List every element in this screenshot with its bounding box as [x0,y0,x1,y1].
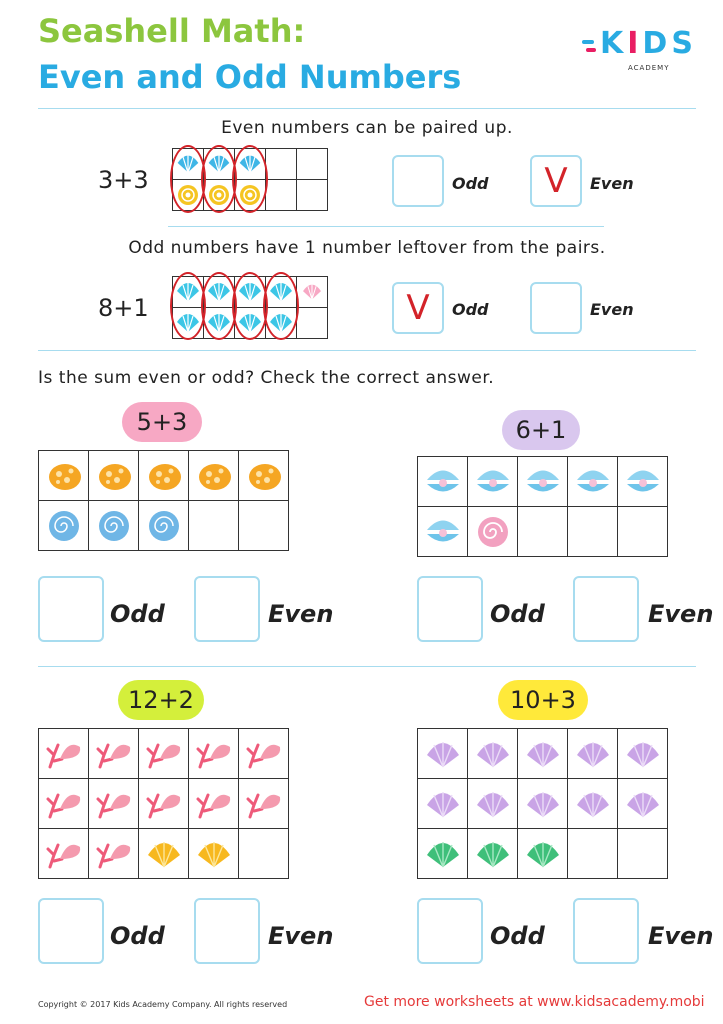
problem-1-equation: 5+3 [122,402,202,442]
orange-snail-icon [245,460,283,492]
purple-scallop-icon [474,739,512,769]
example-even-odd-checkbox[interactable] [392,155,444,207]
even-statement: Even numbers can be paired up. [221,118,513,138]
problem-3-even-checkbox[interactable] [194,898,260,964]
coral-shell-icon [94,737,134,771]
orange-snail-icon [95,460,133,492]
example-even-equation: 3+3 [98,166,149,194]
oyster-pearl-icon [574,465,612,499]
pink-scallop-icon [301,283,323,301]
coral-shell-icon [144,787,184,821]
example-even-even-checkbox[interactable]: V [530,155,582,207]
problem-2-equation: 6+1 [502,410,580,450]
even-label: Even [268,600,334,628]
pair-circle [232,145,268,213]
orange-snail-icon [195,460,233,492]
instruction: Is the sum even or odd? Check the correct answer. [38,368,495,388]
yellow-scallop-icon [145,839,183,869]
purple-scallop-icon [424,739,462,769]
header-divider [38,108,696,109]
purple-scallop-icon [424,789,462,819]
oyster-pearl-icon [424,515,462,549]
even-label: Even [648,922,714,950]
odd-label: Odd [490,600,545,628]
even-label: Even [648,600,714,628]
problem-2-even-checkbox[interactable] [573,576,639,642]
coral-shell-icon [94,787,134,821]
logo-word: KIDS [600,26,697,61]
even-label: Even [268,922,334,950]
problem-4-grid [417,728,668,879]
worksheets-link[interactable]: Get more worksheets at www.kidsacademy.mobi [364,994,705,1010]
problem-2-grid [417,456,668,557]
problem-3-odd-checkbox[interactable] [38,898,104,964]
title-line-1: Seashell Math: [38,12,306,50]
oyster-pearl-icon [524,465,562,499]
coral-shell-icon [194,787,234,821]
problem-2-odd-checkbox[interactable] [417,576,483,642]
coral-shell-icon [94,837,134,871]
even-label: Even [590,174,634,193]
green-scallop-icon [474,839,512,869]
odd-label: Odd [110,600,165,628]
problem-4-even-checkbox[interactable] [573,898,639,964]
coral-shell-icon [244,787,284,821]
even-label: Even [590,300,634,319]
odd-label: Odd [452,300,489,319]
problem-1-grid [38,450,289,551]
purple-scallop-icon [624,739,662,769]
section-divider [38,350,696,351]
purple-scallop-icon [574,789,612,819]
orange-snail-icon [45,460,83,492]
example-odd-even-checkbox[interactable] [530,282,582,334]
odd-label: Odd [452,174,489,193]
example-odd-odd-checkbox[interactable]: V [392,282,444,334]
example-divider [168,226,604,227]
purple-scallop-icon [474,789,512,819]
purple-scallop-icon [524,739,562,769]
oyster-pearl-icon [624,465,662,499]
yellow-scallop-icon [195,839,233,869]
oyster-pearl-icon [474,465,512,499]
problem-4-odd-checkbox[interactable] [417,898,483,964]
green-scallop-icon [524,839,562,869]
coral-shell-icon [44,737,84,771]
coral-shell-icon [44,787,84,821]
odd-statement: Odd numbers have 1 number leftover from the pairs. [128,238,606,258]
coral-shell-icon [144,737,184,771]
coral-shell-icon [44,837,84,871]
purple-scallop-icon [524,789,562,819]
problem-1-odd-checkbox[interactable] [38,576,104,642]
logo-subtext: ACADEMY [628,64,670,72]
blue-spiral-icon [96,508,132,544]
coral-shell-icon [194,737,234,771]
pair-circle [263,272,299,340]
purple-scallop-icon [574,739,612,769]
kids-academy-logo [582,26,697,82]
odd-label: Odd [490,922,545,950]
blue-spiral-icon [146,508,182,544]
copyright-text: Copyright © 2017 Kids Academy Company. All rights reserved [38,1000,288,1009]
problem-3-equation: 12+2 [118,680,204,720]
example-odd-equation: 8+1 [98,294,149,322]
oyster-pearl-icon [424,465,462,499]
problem-4-equation: 10+3 [498,680,588,720]
coral-shell-icon [244,737,284,771]
orange-snail-icon [145,460,183,492]
odd-label: Odd [110,922,165,950]
problem-1-even-checkbox[interactable] [194,576,260,642]
section-divider [38,666,696,667]
problem-3-grid [38,728,289,879]
blue-spiral-icon [46,508,82,544]
pink-swirl-icon [475,514,511,550]
green-scallop-icon [424,839,462,869]
purple-scallop-icon [624,789,662,819]
title-line-2: Even and Odd Numbers [38,58,462,96]
